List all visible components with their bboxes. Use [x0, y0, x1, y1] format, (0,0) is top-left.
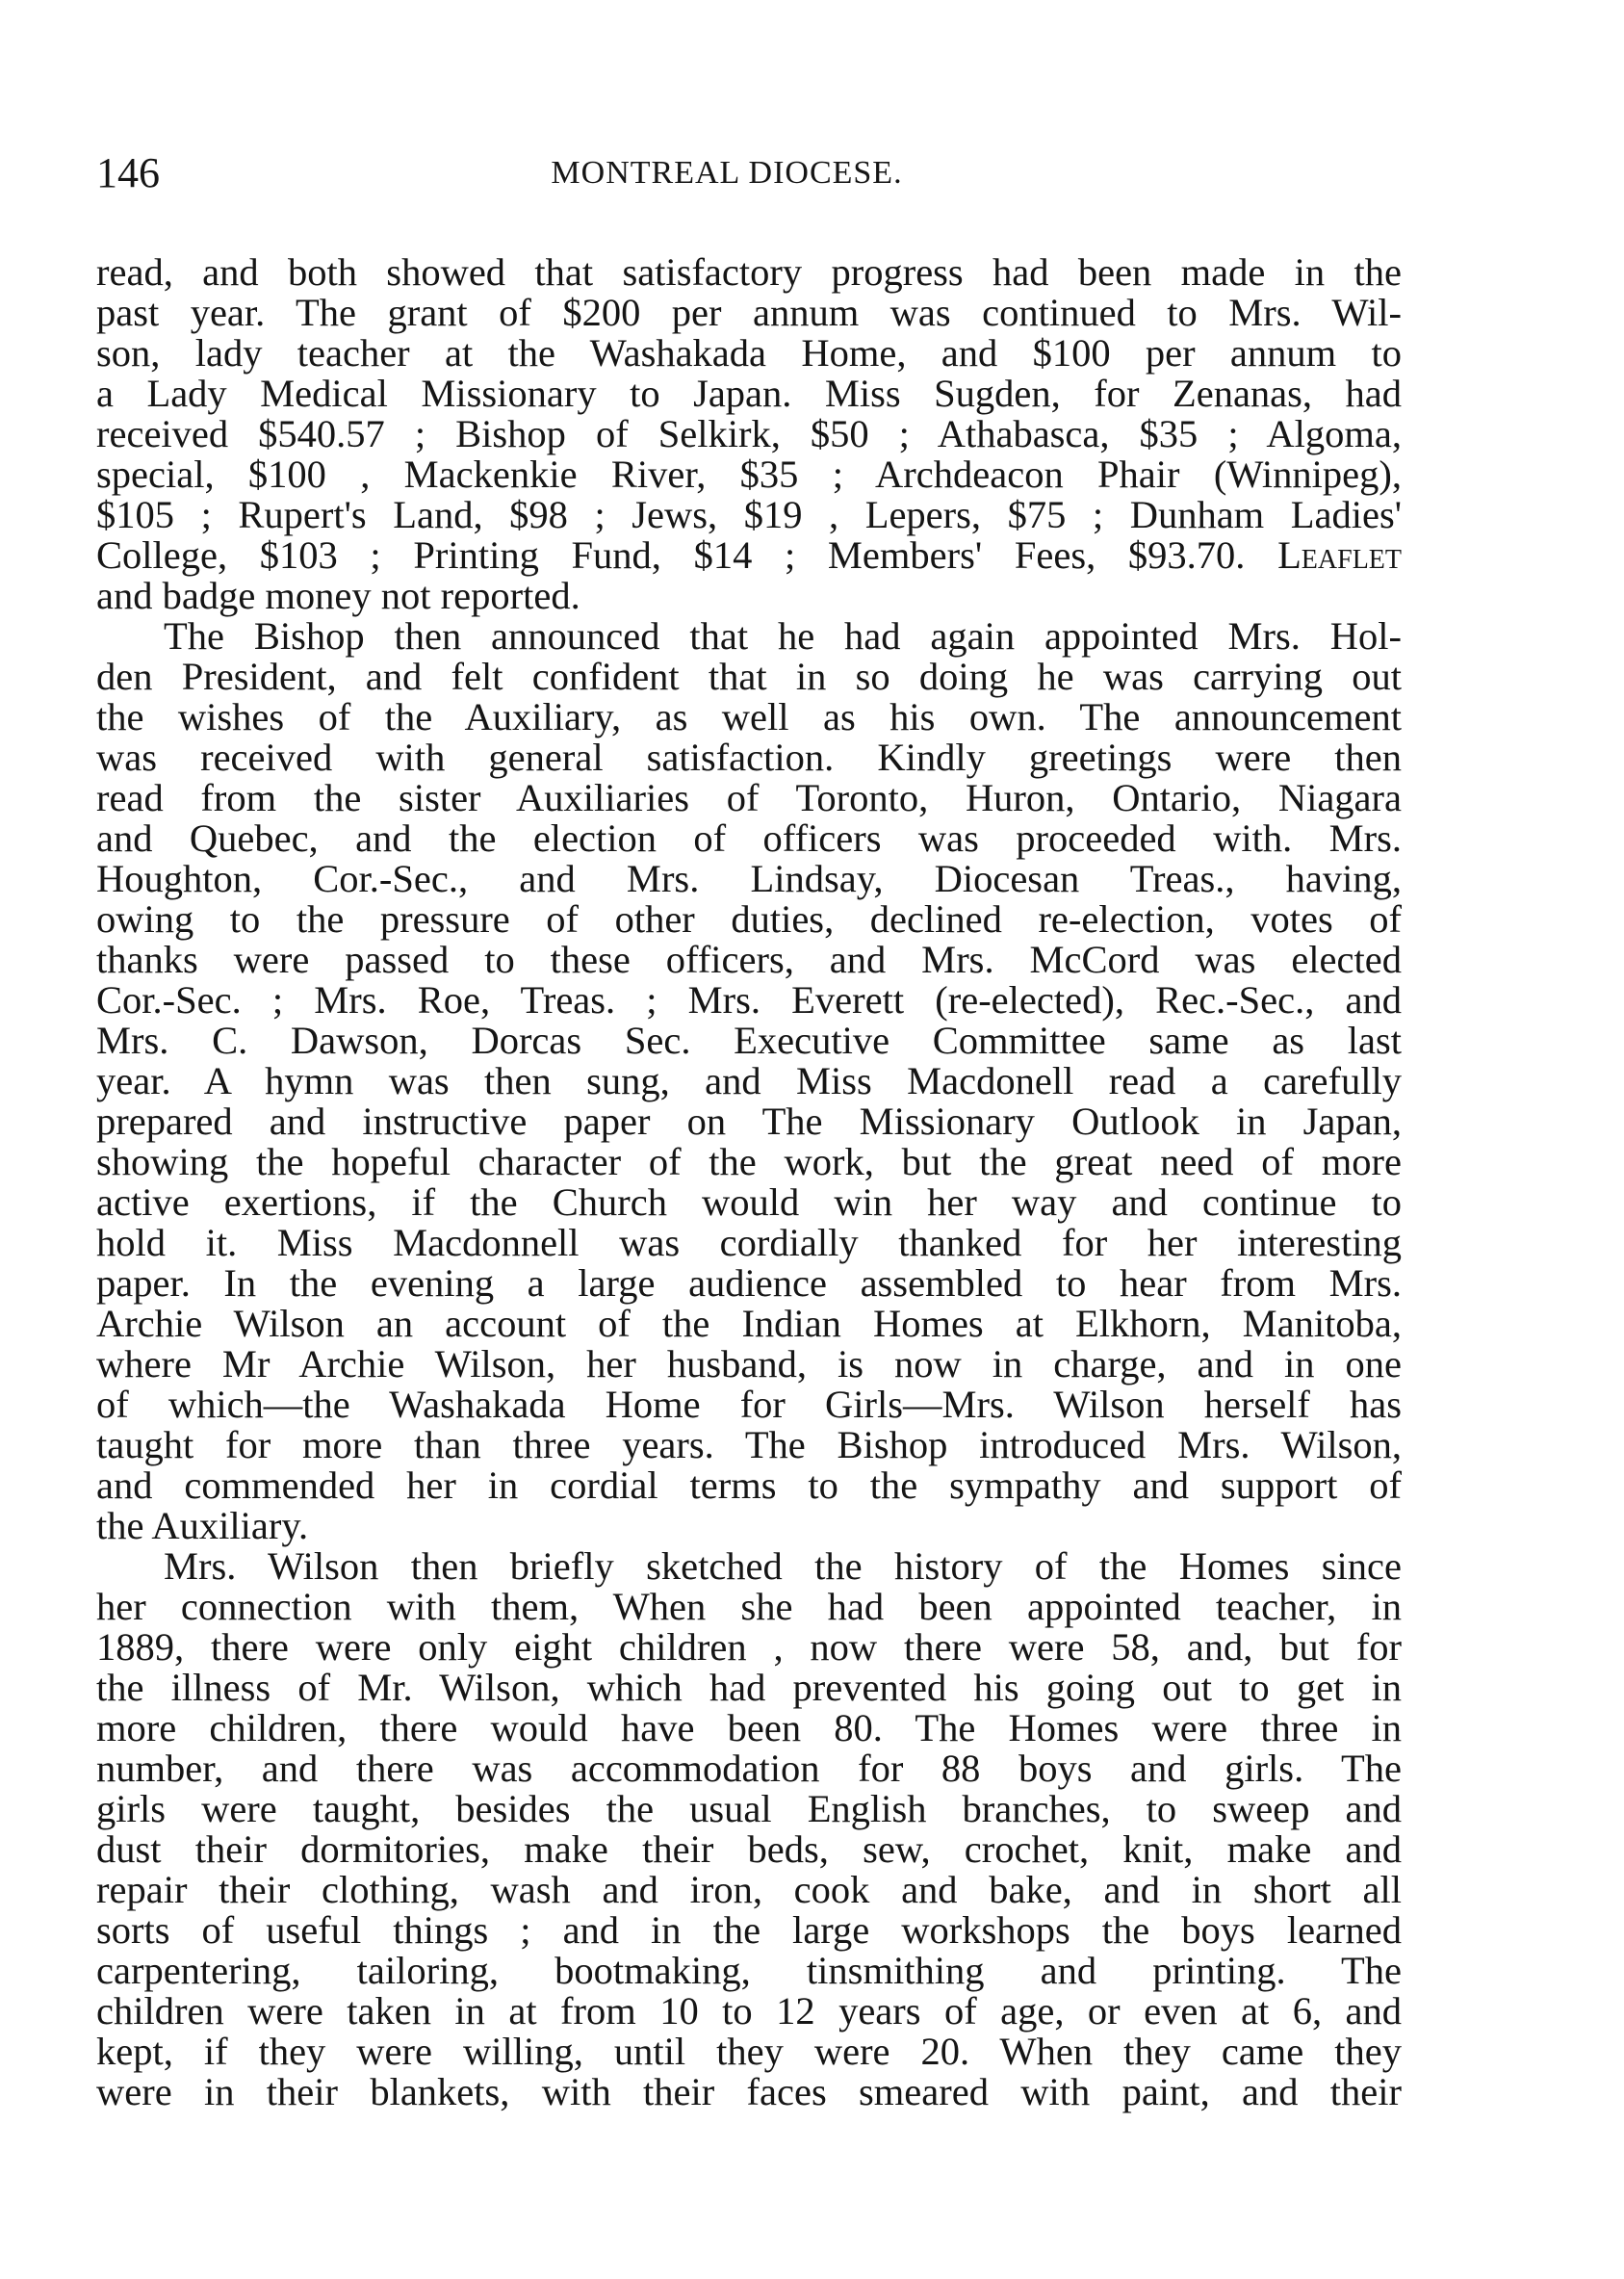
text-line: more children, there would have been 80. The Homes were three in: [96, 1706, 1402, 1749]
text-line: number, and there was accommodation for 88 boys and girls. The: [96, 1747, 1402, 1790]
paragraph-1: [96, 252, 1402, 616]
text-line: Cor.-Sec. ; Mrs. Roe, Treas. ; Mrs. Everett (re-elected), Rec.-Sec., and: [96, 978, 1402, 1022]
text-line: Archie Wilson an account of the Indian Homes at Elkhorn, Manitoba,: [96, 1302, 1402, 1345]
text-line: Mrs. C. Dawson, Dorcas Sec. Executive Committee same as last: [96, 1019, 1402, 1062]
text-line-main: College, $103 ; Printing Fund, $14 ; Members' Fees, $93.70.: [96, 533, 1246, 577]
text-line: and commended her in cordial terms to the sympathy and support of: [96, 1463, 1402, 1507]
text-line: hold it. Miss Macdonnell was cordially thanked for her interesting: [96, 1221, 1402, 1264]
body-text: [96, 252, 1402, 2112]
text-line: owing to the pressure of other duties, declined re-election, votes of: [96, 897, 1402, 941]
running-title: MONTREAL DIOCESE.: [551, 155, 903, 191]
text-line: [96, 535, 1402, 576]
text-line: carpentering, tailoring, bootmaking, tinsmithing and printing. The: [96, 1949, 1402, 1992]
text-line: son, lady teacher at the Washakada Home, and $100 per annum to: [96, 331, 1402, 375]
text-line: Mrs. Wilson then briefly sketched the history of the Homes since: [164, 1544, 1402, 1588]
leaflet-word: Leaflet: [1277, 533, 1403, 577]
text-line: read from the sister Auxiliaries of Toronto, Huron, Ontario, Niagara: [96, 776, 1402, 819]
text-line: paper. In the evening a large audience assembled to hear from Mrs.: [96, 1261, 1402, 1305]
text-line: repair their clothing, wash and iron, cook and bake, and in short all: [96, 1868, 1402, 1911]
text-line: and Quebec, and the election of officers was proceeded with. Mrs.: [96, 816, 1402, 860]
text-line: prepared and instructive paper on The Missionary Outlook in Japan,: [96, 1100, 1402, 1143]
text-line: the wishes of the Auxiliary, as well as his own. The announcement: [96, 695, 1402, 738]
paragraph-3: [96, 1546, 1402, 2112]
text-line: 1889, there were only eight children , now there were 58, and, but for: [96, 1625, 1402, 1669]
text-line: thanks were passed to these officers, and Mrs. McCord was elected: [96, 938, 1402, 981]
running-head: [96, 144, 1405, 202]
text-line: of which—the Washakada Home for Girls—Mrs. Wilson herself has: [96, 1383, 1402, 1426]
text-line: the Auxiliary.: [96, 1504, 309, 1547]
text-line: dust their dormitories, make their beds, sew, crochet, knit, make and: [96, 1827, 1402, 1871]
text-line: the illness of Mr. Wilson, which had prevented his going out to get in: [96, 1666, 1402, 1709]
page-number: 146: [96, 149, 160, 196]
text-line: den President, and felt confident that in so doing he was carrying out: [96, 655, 1402, 698]
text-line: were in their blankets, with their faces smeared with paint, and their: [96, 2070, 1402, 2113]
text-line: showing the hopeful character of the work, but the great need of more: [96, 1140, 1402, 1183]
text-line: received $540.57 ; Bishop of Selkirk, $50 ; Athabasca, $35 ; Algoma,: [96, 412, 1402, 455]
text-line: girls were taught, besides the usual English branches, to sweep and: [96, 1787, 1402, 1830]
text-line: was received with general satisfaction. Kindly greetings were then: [96, 736, 1402, 779]
text-line: her connection with them, When she had been appointed teacher, in: [96, 1585, 1402, 1628]
text-line: past year. The grant of $200 per annum was continued to Mrs. Wil-: [96, 291, 1402, 334]
paragraph-2: [96, 616, 1402, 1546]
text-line: Houghton, Cor.-Sec., and Mrs. Lindsay, Diocesan Treas., having,: [96, 857, 1402, 900]
text-line: kept, if they were willing, until they were 20. When they came they: [96, 2030, 1402, 2073]
text-line: $105 ; Rupert's Land, $98 ; Jews, $19 , Lepers, $75 ; Dunham Ladies': [96, 493, 1402, 536]
text-line: active exertions, if the Church would win her way and continue to: [96, 1180, 1402, 1224]
text-line: children were taken in at from 10 to 12 years of age, or even at 6, and: [96, 1989, 1402, 2033]
text-line: where Mr Archie Wilson, her husband, is now in charge, and in one: [96, 1342, 1402, 1386]
text-line: taught for more than three years. The Bishop introduced Mrs. Wilson,: [96, 1423, 1402, 1466]
text-line: read, and both showed that satisfactory progress had been made in the: [96, 250, 1402, 294]
text-line: special, $100 , Mackenkie River, $35 ; Archdeacon Phair (Winnipeg),: [96, 453, 1402, 496]
text-line: year. A hymn was then sung, and Miss Macdonell read a carefully: [96, 1059, 1402, 1102]
text-line: The Bishop then announced that he had again appointed Mrs. Hol-: [164, 614, 1402, 658]
text-line: a Lady Medical Missionary to Japan. Miss Sugden, for Zenanas, had: [96, 372, 1402, 415]
text-line: and badge money not reported.: [96, 574, 580, 617]
text-line: sorts of useful things ; and in the large workshops the boys learned: [96, 1908, 1402, 1952]
